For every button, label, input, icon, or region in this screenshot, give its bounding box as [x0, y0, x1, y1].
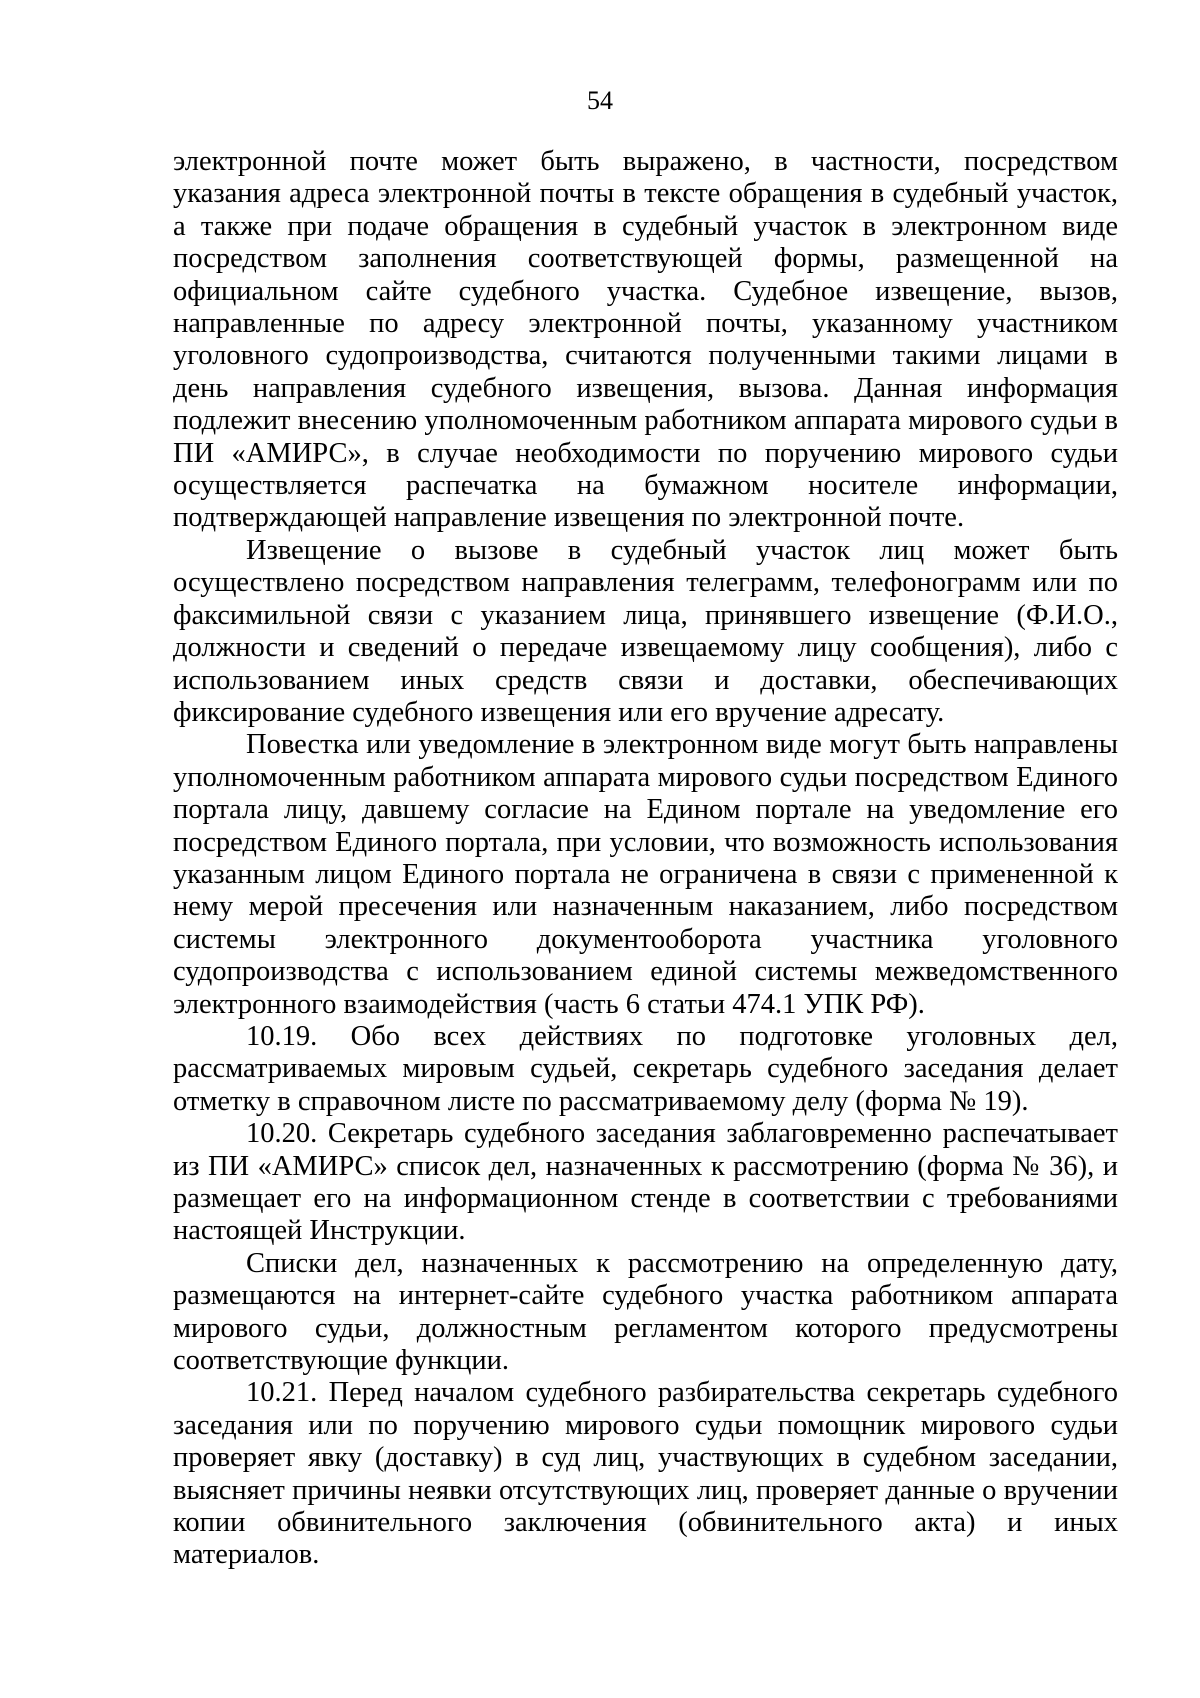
paragraph-10-19: 10.19. Обо всех действиях по подготовке уголовных дел, рассматриваемых мировым судьей, секретарь судебного заседания делает отметку в справочном листе по рассматриваемому делу (форма № 19).	[173, 1020, 1118, 1117]
paragraph-notification-methods: Извещение о вызове в судебный участок лиц может быть осуществлено посредством направления телеграмм, телефонограмм или по факсимильной связи с указанием лица, принявшего извещение (Ф.И.О., должности и сведений о передаче извещаемому лицу сообщения), либо с использованием иных средств связи и доставки, обеспечивающих фиксирование судебного извещения или его вручение адресату.	[173, 534, 1118, 728]
paragraph-electronic-summons: Повестка или уведомление в электронном виде могут быть направлены уполномоченным работником аппарата мирового судьи посредством Единого портала лицу, давшему согласие на Едином портале на уведомление его посредством Единого портала, при условии, что возможность использования указанным лицом Единого портала не ограничена в связи с примененной к нему мерой пресечения или назначенным наказанием, либо посредством системы электронного документооборота участника уголовного судопроизводства с использованием единой системы межведомственного электронного взаимодействия (часть 6 статьи 474.1 УПК РФ).	[173, 729, 1118, 1020]
paragraph-case-lists: Списки дел, назначенных к рассмотрению на определенную дату, размещаются на интернет-сайте судебного участка работником аппарата мирового судьи, должностным регламентом которого предусмотрены соответствующие функции.	[173, 1247, 1118, 1377]
paragraph-continued: электронной почте может быть выражено, в частности, посредством указания адреса электронной почты в тексте обращения в судебный участок, а также при подаче обращения в судебный участок в электронном виде посредством заполнения соответствующей формы, размещенной на официальном сайте судебного участка. Судебное извещение, вызов, направленные по адресу электронной почты, указанному участником уголовного судопроизводства, считаются полученными такими лицами в день направления судебного извещения, вызова. Данная информация подлежит внесению уполномоченным работником аппарата мирового судьи в ПИ «АМИРС», в случае необходимости по поручению мирового судьи осуществляется распечатка на бумажном носителе информации, подтверждающей направление извещения по электронной почте.	[173, 146, 1118, 534]
paragraph-10-20: 10.20. Секретарь судебного заседания заблаговременно распечатывает из ПИ «АМИРС» список дел, назначенных к рассмотрению (форма № 36), и размещает его на информационном стенде в соответствии с требованиями настоящей Инструкции.	[173, 1118, 1118, 1247]
page-number: 54	[587, 86, 613, 115]
document-body	[173, 146, 1118, 1572]
paragraph-10-21: 10.21. Перед началом судебного разбирательства секретарь судебного заседания или по поручению мирового судьи помощник мирового судьи проверяет явку (доставку) в суд лиц, участвующих в судебном заседании, выясняет причины неявки отсутствующих лиц, проверяет данные о вручении копии обвинительного заключения (обвинительного акта) и иных материалов.	[173, 1377, 1118, 1571]
